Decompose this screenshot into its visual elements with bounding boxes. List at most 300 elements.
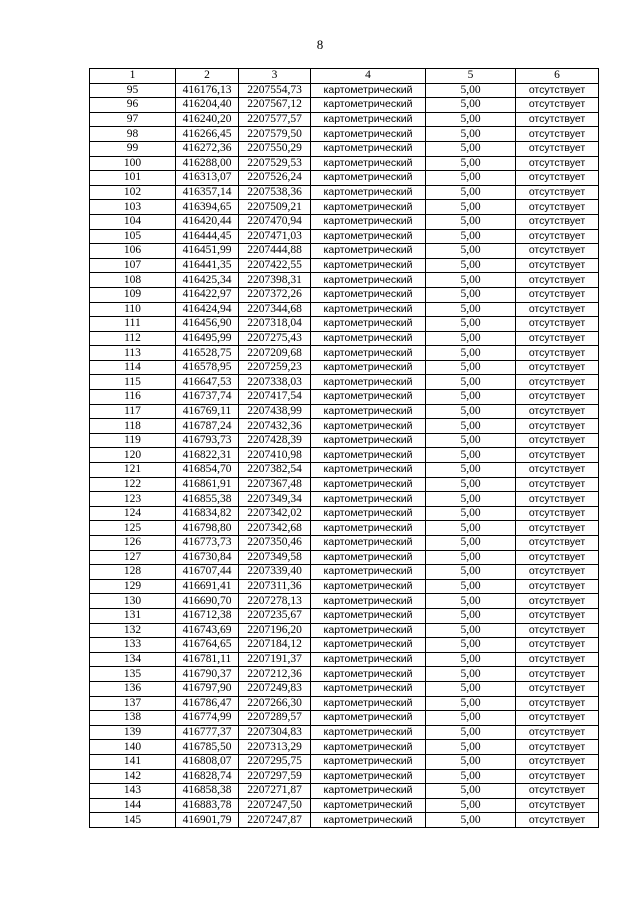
description-cell: отсутствует (516, 813, 599, 828)
description-cell: отсутствует (516, 141, 599, 156)
point-number-cell: 137 (90, 696, 176, 711)
method-cell: картометрический (311, 565, 426, 580)
accuracy-cell: 5,00 (426, 798, 516, 813)
y-coordinate-cell: 2207297,59 (239, 769, 311, 784)
point-number-cell: 111 (90, 317, 176, 332)
x-coordinate-cell: 416422,97 (176, 287, 239, 302)
point-number-cell: 139 (90, 725, 176, 740)
table-row (90, 200, 599, 215)
accuracy-cell: 5,00 (426, 360, 516, 375)
accuracy-cell: 5,00 (426, 390, 516, 405)
point-number-cell: 97 (90, 112, 176, 127)
method-cell: картометрический (311, 769, 426, 784)
table-row (90, 185, 599, 200)
accuracy-cell: 5,00 (426, 83, 516, 98)
y-coordinate-cell: 2207266,30 (239, 696, 311, 711)
description-cell: отсутствует (516, 156, 599, 171)
point-number-cell: 104 (90, 214, 176, 229)
accuracy-cell: 5,00 (426, 141, 516, 156)
accuracy-cell: 5,00 (426, 623, 516, 638)
x-coordinate-cell: 416797,90 (176, 681, 239, 696)
table-row (90, 769, 599, 784)
method-cell: картометрический (311, 754, 426, 769)
x-coordinate-cell: 416774,99 (176, 711, 239, 726)
y-coordinate-cell: 2207422,55 (239, 258, 311, 273)
method-cell: картометрический (311, 141, 426, 156)
table-row (90, 681, 599, 696)
y-coordinate-cell: 2207191,37 (239, 652, 311, 667)
x-coordinate-cell: 416441,35 (176, 258, 239, 273)
table-row (90, 754, 599, 769)
table-row (90, 302, 599, 317)
x-coordinate-cell: 416495,99 (176, 331, 239, 346)
accuracy-cell: 5,00 (426, 214, 516, 229)
description-cell: отсутствует (516, 608, 599, 623)
accuracy-cell: 5,00 (426, 813, 516, 828)
x-coordinate-cell: 416737,74 (176, 390, 239, 405)
y-coordinate-cell: 2207339,40 (239, 565, 311, 580)
description-cell: отсутствует (516, 200, 599, 215)
y-coordinate-cell: 2207577,57 (239, 112, 311, 127)
page-number: 8 (316, 37, 324, 52)
accuracy-cell: 5,00 (426, 273, 516, 288)
x-coordinate-cell: 416394,65 (176, 200, 239, 215)
description-cell: отсутствует (516, 681, 599, 696)
y-coordinate-cell: 2207247,87 (239, 813, 311, 828)
method-cell: картометрический (311, 317, 426, 332)
description-cell: отсутствует (516, 404, 599, 419)
table-header-row (90, 69, 599, 84)
y-coordinate-cell: 2207313,29 (239, 740, 311, 755)
accuracy-cell: 5,00 (426, 492, 516, 507)
accuracy-cell: 5,00 (426, 433, 516, 448)
x-coordinate-cell: 416773,73 (176, 536, 239, 551)
method-cell: картометрический (311, 813, 426, 828)
description-cell: отсутствует (516, 754, 599, 769)
point-number-cell: 141 (90, 754, 176, 769)
point-number-cell: 102 (90, 185, 176, 200)
y-coordinate-cell: 2207567,12 (239, 98, 311, 113)
table-row (90, 404, 599, 419)
method-cell: картометрический (311, 185, 426, 200)
point-number-cell: 105 (90, 229, 176, 244)
accuracy-cell: 5,00 (426, 550, 516, 565)
accuracy-cell: 5,00 (426, 185, 516, 200)
x-coordinate-cell: 416764,65 (176, 638, 239, 653)
table-row (90, 331, 599, 346)
description-cell: отсутствует (516, 667, 599, 682)
point-number-cell: 133 (90, 638, 176, 653)
x-coordinate-cell: 416313,07 (176, 171, 239, 186)
description-cell: отсутствует (516, 127, 599, 142)
description-cell: отсутствует (516, 331, 599, 346)
description-cell: отсутствует (516, 725, 599, 740)
column-header: 5 (426, 69, 516, 84)
table-row (90, 463, 599, 478)
accuracy-cell: 5,00 (426, 258, 516, 273)
method-cell: картометрический (311, 667, 426, 682)
method-cell: картометрический (311, 112, 426, 127)
x-coordinate-cell: 416834,82 (176, 506, 239, 521)
x-coordinate-cell: 416357,14 (176, 185, 239, 200)
y-coordinate-cell: 2207382,54 (239, 463, 311, 478)
point-number-cell: 114 (90, 360, 176, 375)
description-cell: отсутствует (516, 477, 599, 492)
point-number-cell: 126 (90, 536, 176, 551)
y-coordinate-cell: 2207344,68 (239, 302, 311, 317)
description-cell: отсутствует (516, 740, 599, 755)
y-coordinate-cell: 2207304,83 (239, 725, 311, 740)
x-coordinate-cell: 416240,20 (176, 112, 239, 127)
y-coordinate-cell: 2207278,13 (239, 594, 311, 609)
table-row (90, 156, 599, 171)
table-row (90, 652, 599, 667)
x-coordinate-cell: 416425,34 (176, 273, 239, 288)
accuracy-cell: 5,00 (426, 711, 516, 726)
point-number-cell: 144 (90, 798, 176, 813)
table-row (90, 317, 599, 332)
y-coordinate-cell: 2207470,94 (239, 214, 311, 229)
x-coordinate-cell: 416691,41 (176, 579, 239, 594)
table-row (90, 171, 599, 186)
method-cell: картометрический (311, 419, 426, 434)
y-coordinate-cell: 2207342,02 (239, 506, 311, 521)
y-coordinate-cell: 2207259,23 (239, 360, 311, 375)
description-cell: отсутствует (516, 696, 599, 711)
y-coordinate-cell: 2207349,34 (239, 492, 311, 507)
point-number-cell: 100 (90, 156, 176, 171)
accuracy-cell: 5,00 (426, 696, 516, 711)
method-cell: картометрический (311, 98, 426, 113)
description-cell: отсутствует (516, 594, 599, 609)
table-row (90, 740, 599, 755)
table-row (90, 273, 599, 288)
description-cell: отсутствует (516, 302, 599, 317)
table-row (90, 360, 599, 375)
y-coordinate-cell: 2207350,46 (239, 536, 311, 551)
table-row (90, 813, 599, 828)
table-row (90, 798, 599, 813)
y-coordinate-cell: 2207554,73 (239, 83, 311, 98)
table-row (90, 536, 599, 551)
accuracy-cell: 5,00 (426, 652, 516, 667)
description-cell: отсутствует (516, 287, 599, 302)
point-number-cell: 132 (90, 623, 176, 638)
method-cell: картометрический (311, 463, 426, 478)
table-row (90, 83, 599, 98)
accuracy-cell: 5,00 (426, 127, 516, 142)
point-number-cell: 129 (90, 579, 176, 594)
method-cell: картометрический (311, 360, 426, 375)
accuracy-cell: 5,00 (426, 404, 516, 419)
table-row (90, 594, 599, 609)
method-cell: картометрический (311, 477, 426, 492)
method-cell: картометрический (311, 214, 426, 229)
description-cell: отсутствует (516, 244, 599, 259)
description-cell: отсутствует (516, 375, 599, 390)
accuracy-cell: 5,00 (426, 317, 516, 332)
accuracy-cell: 5,00 (426, 725, 516, 740)
column-header: 4 (311, 69, 426, 84)
description-cell: отсутствует (516, 185, 599, 200)
table-row (90, 506, 599, 521)
method-cell: картометрический (311, 448, 426, 463)
table-row (90, 244, 599, 259)
description-cell: отсутствует (516, 711, 599, 726)
description-cell: отсутствует (516, 360, 599, 375)
y-coordinate-cell: 2207538,36 (239, 185, 311, 200)
point-number-cell: 119 (90, 433, 176, 448)
method-cell: картометрический (311, 492, 426, 507)
point-number-cell: 127 (90, 550, 176, 565)
point-number-cell: 142 (90, 769, 176, 784)
point-number-cell: 115 (90, 375, 176, 390)
point-number-cell: 121 (90, 463, 176, 478)
y-coordinate-cell: 2207349,58 (239, 550, 311, 565)
table-body (90, 83, 599, 827)
method-cell: картометрический (311, 725, 426, 740)
point-number-cell: 145 (90, 813, 176, 828)
point-number-cell: 116 (90, 390, 176, 405)
table-row (90, 725, 599, 740)
method-cell: картометрический (311, 127, 426, 142)
y-coordinate-cell: 2207529,53 (239, 156, 311, 171)
method-cell: картометрический (311, 798, 426, 813)
description-cell: отсутствует (516, 83, 599, 98)
x-coordinate-cell: 416204,40 (176, 98, 239, 113)
point-number-cell: 143 (90, 784, 176, 799)
y-coordinate-cell: 2207342,68 (239, 521, 311, 536)
accuracy-cell: 5,00 (426, 419, 516, 434)
x-coordinate-cell: 416828,74 (176, 769, 239, 784)
description-cell: отсутствует (516, 521, 599, 536)
table-row (90, 521, 599, 536)
table-row (90, 287, 599, 302)
description-cell: отсутствует (516, 229, 599, 244)
description-cell: отсутствует (516, 638, 599, 653)
method-cell: картометрический (311, 302, 426, 317)
x-coordinate-cell: 416730,84 (176, 550, 239, 565)
point-number-cell: 130 (90, 594, 176, 609)
table-row (90, 214, 599, 229)
x-coordinate-cell: 416901,79 (176, 813, 239, 828)
accuracy-cell: 5,00 (426, 200, 516, 215)
y-coordinate-cell: 2207249,83 (239, 681, 311, 696)
coordinates-table (89, 68, 599, 828)
y-coordinate-cell: 2207318,04 (239, 317, 311, 332)
accuracy-cell: 5,00 (426, 112, 516, 127)
column-header: 6 (516, 69, 599, 84)
method-cell: картометрический (311, 608, 426, 623)
description-cell: отсутствует (516, 98, 599, 113)
y-coordinate-cell: 2207289,57 (239, 711, 311, 726)
table-row (90, 390, 599, 405)
method-cell: картометрический (311, 696, 426, 711)
table-row (90, 127, 599, 142)
description-cell: отсутствует (516, 346, 599, 361)
x-coordinate-cell: 416808,07 (176, 754, 239, 769)
description-cell: отсутствует (516, 433, 599, 448)
table-row (90, 141, 599, 156)
description-cell: отсутствует (516, 784, 599, 799)
table-row (90, 579, 599, 594)
method-cell: картометрический (311, 229, 426, 244)
method-cell: картометрический (311, 258, 426, 273)
x-coordinate-cell: 416787,24 (176, 419, 239, 434)
x-coordinate-cell: 416855,38 (176, 492, 239, 507)
description-cell: отсутствует (516, 579, 599, 594)
accuracy-cell: 5,00 (426, 448, 516, 463)
y-coordinate-cell: 2207295,75 (239, 754, 311, 769)
method-cell: картометрический (311, 521, 426, 536)
accuracy-cell: 5,00 (426, 302, 516, 317)
y-coordinate-cell: 2207417,54 (239, 390, 311, 405)
y-coordinate-cell: 2207444,88 (239, 244, 311, 259)
accuracy-cell: 5,00 (426, 229, 516, 244)
x-coordinate-cell: 416785,50 (176, 740, 239, 755)
y-coordinate-cell: 2207271,87 (239, 784, 311, 799)
method-cell: картометрический (311, 375, 426, 390)
description-cell: отсутствует (516, 463, 599, 478)
description-cell: отсутствует (516, 171, 599, 186)
accuracy-cell: 5,00 (426, 331, 516, 346)
table-row (90, 229, 599, 244)
method-cell: картометрический (311, 346, 426, 361)
description-cell: отсутствует (516, 769, 599, 784)
table-row (90, 477, 599, 492)
point-number-cell: 110 (90, 302, 176, 317)
method-cell: картометрический (311, 579, 426, 594)
y-coordinate-cell: 2207275,43 (239, 331, 311, 346)
x-coordinate-cell: 416424,94 (176, 302, 239, 317)
point-number-cell: 117 (90, 404, 176, 419)
method-cell: картометрический (311, 200, 426, 215)
point-number-cell: 98 (90, 127, 176, 142)
accuracy-cell: 5,00 (426, 244, 516, 259)
y-coordinate-cell: 2207372,26 (239, 287, 311, 302)
method-cell: картометрический (311, 711, 426, 726)
point-number-cell: 120 (90, 448, 176, 463)
method-cell: картометрический (311, 156, 426, 171)
point-number-cell: 122 (90, 477, 176, 492)
x-coordinate-cell: 416451,99 (176, 244, 239, 259)
x-coordinate-cell: 416883,78 (176, 798, 239, 813)
description-cell: отсутствует (516, 506, 599, 521)
method-cell: картометрический (311, 83, 426, 98)
y-coordinate-cell: 2207196,20 (239, 623, 311, 638)
accuracy-cell: 5,00 (426, 681, 516, 696)
table-row (90, 623, 599, 638)
method-cell: картометрический (311, 536, 426, 551)
accuracy-cell: 5,00 (426, 608, 516, 623)
point-number-cell: 131 (90, 608, 176, 623)
method-cell: картометрический (311, 638, 426, 653)
accuracy-cell: 5,00 (426, 287, 516, 302)
description-cell: отсутствует (516, 565, 599, 580)
method-cell: картометрический (311, 390, 426, 405)
table-row (90, 112, 599, 127)
y-coordinate-cell: 2207550,29 (239, 141, 311, 156)
table-row (90, 667, 599, 682)
table-row (90, 608, 599, 623)
point-number-cell: 140 (90, 740, 176, 755)
accuracy-cell: 5,00 (426, 156, 516, 171)
x-coordinate-cell: 416798,80 (176, 521, 239, 536)
y-coordinate-cell: 2207526,24 (239, 171, 311, 186)
column-header: 3 (239, 69, 311, 84)
x-coordinate-cell: 416858,38 (176, 784, 239, 799)
point-number-cell: 106 (90, 244, 176, 259)
point-number-cell: 95 (90, 83, 176, 98)
description-cell: отсутствует (516, 419, 599, 434)
table-row (90, 346, 599, 361)
table-row (90, 492, 599, 507)
x-coordinate-cell: 416854,70 (176, 463, 239, 478)
point-number-cell: 99 (90, 141, 176, 156)
x-coordinate-cell: 416690,70 (176, 594, 239, 609)
point-number-cell: 109 (90, 287, 176, 302)
accuracy-cell: 5,00 (426, 521, 516, 536)
accuracy-cell: 5,00 (426, 638, 516, 653)
x-coordinate-cell: 416578,95 (176, 360, 239, 375)
y-coordinate-cell: 2207338,03 (239, 375, 311, 390)
method-cell: картометрический (311, 273, 426, 288)
table-row (90, 258, 599, 273)
x-coordinate-cell: 416444,45 (176, 229, 239, 244)
y-coordinate-cell: 2207428,39 (239, 433, 311, 448)
table-row (90, 433, 599, 448)
y-coordinate-cell: 2207235,67 (239, 608, 311, 623)
y-coordinate-cell: 2207311,36 (239, 579, 311, 594)
method-cell: картометрический (311, 506, 426, 521)
description-cell: отсутствует (516, 390, 599, 405)
x-coordinate-cell: 416777,37 (176, 725, 239, 740)
x-coordinate-cell: 416861,91 (176, 477, 239, 492)
y-coordinate-cell: 2207509,21 (239, 200, 311, 215)
y-coordinate-cell: 2207212,36 (239, 667, 311, 682)
x-coordinate-cell: 416781,11 (176, 652, 239, 667)
point-number-cell: 112 (90, 331, 176, 346)
description-cell: отсутствует (516, 550, 599, 565)
x-coordinate-cell: 416712,38 (176, 608, 239, 623)
point-number-cell: 136 (90, 681, 176, 696)
x-coordinate-cell: 416769,11 (176, 404, 239, 419)
table-row (90, 419, 599, 434)
point-number-cell: 96 (90, 98, 176, 113)
description-cell: отсутствует (516, 448, 599, 463)
point-number-cell: 113 (90, 346, 176, 361)
x-coordinate-cell: 416420,44 (176, 214, 239, 229)
point-number-cell: 135 (90, 667, 176, 682)
x-coordinate-cell: 416272,36 (176, 141, 239, 156)
y-coordinate-cell: 2207367,48 (239, 477, 311, 492)
point-number-cell: 101 (90, 171, 176, 186)
method-cell: картометрический (311, 652, 426, 667)
method-cell: картометрический (311, 433, 426, 448)
table-row (90, 711, 599, 726)
x-coordinate-cell: 416288,00 (176, 156, 239, 171)
y-coordinate-cell: 2207398,31 (239, 273, 311, 288)
accuracy-cell: 5,00 (426, 754, 516, 769)
y-coordinate-cell: 2207579,50 (239, 127, 311, 142)
y-coordinate-cell: 2207438,99 (239, 404, 311, 419)
x-coordinate-cell: 416793,73 (176, 433, 239, 448)
point-number-cell: 123 (90, 492, 176, 507)
description-cell: отсутствует (516, 317, 599, 332)
accuracy-cell: 5,00 (426, 784, 516, 799)
x-coordinate-cell: 416266,45 (176, 127, 239, 142)
table-row (90, 550, 599, 565)
